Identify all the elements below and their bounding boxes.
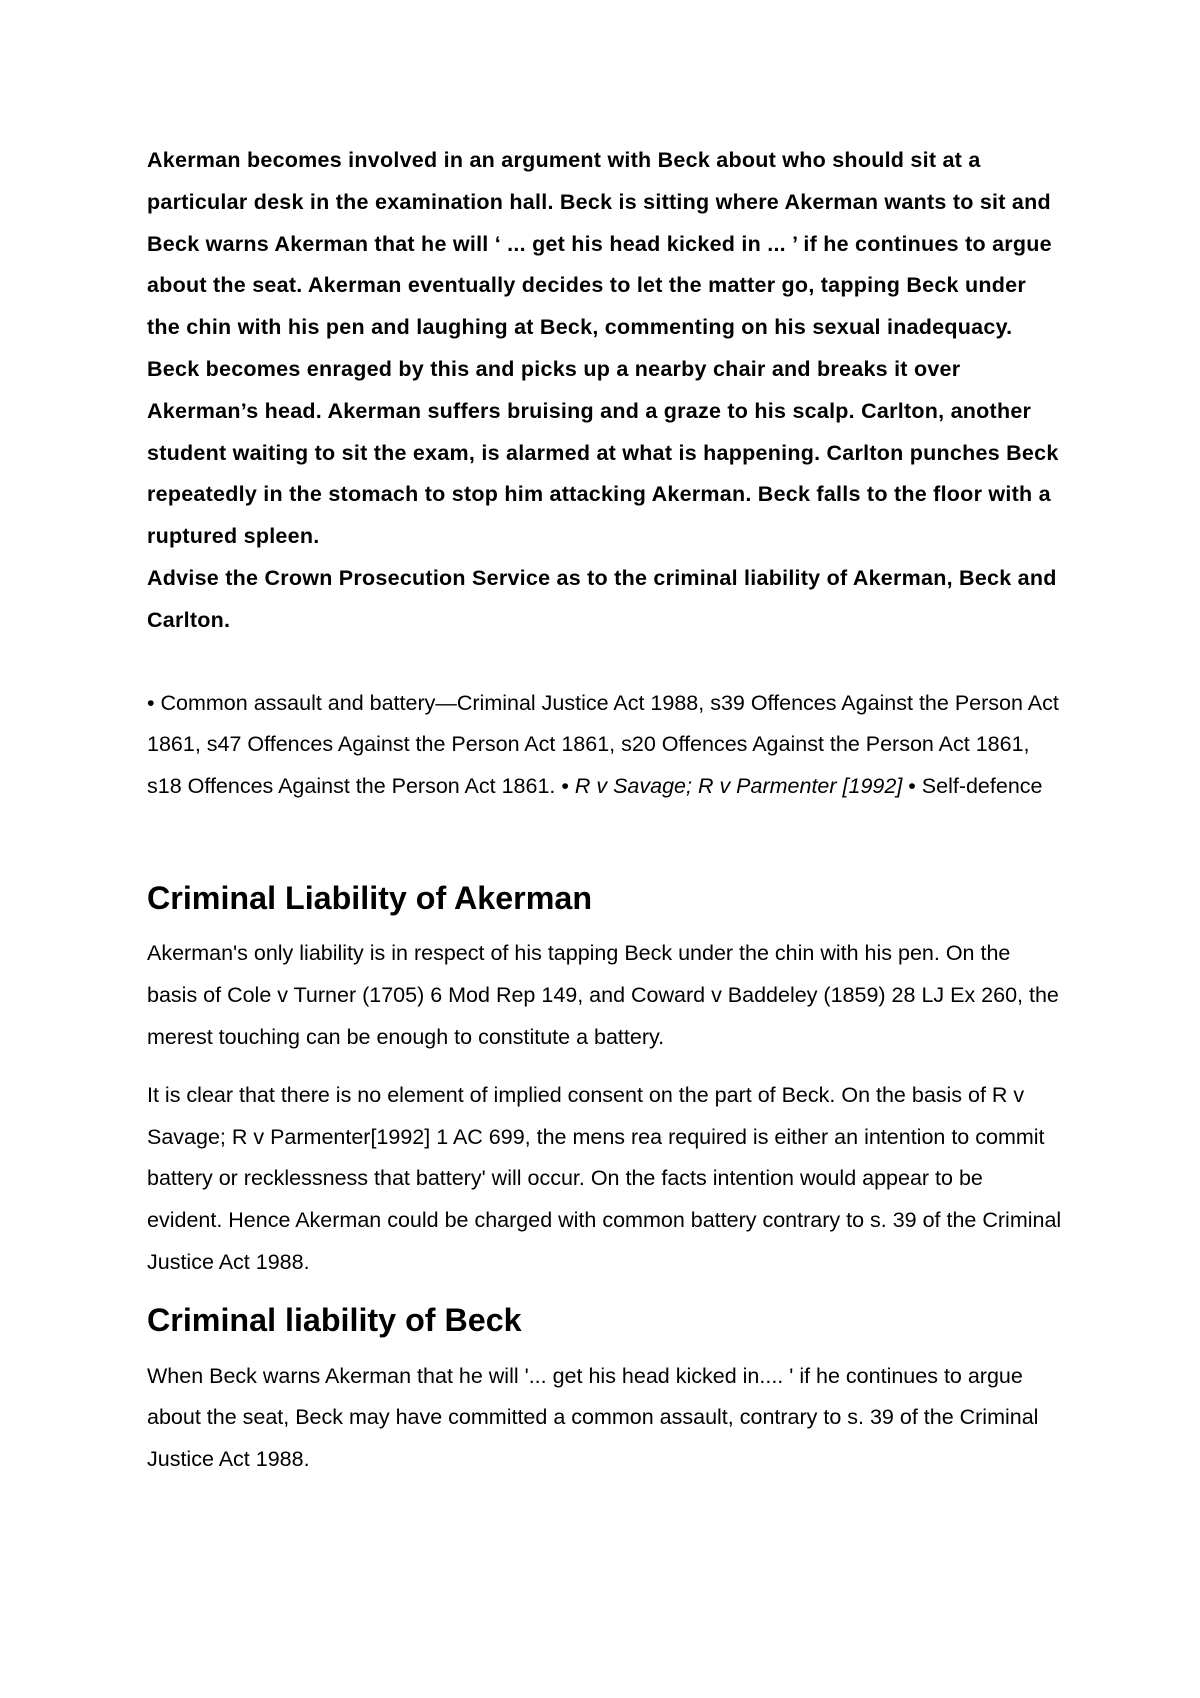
issues-text: • Common assault and battery—Criminal Justice Act 1988, s39 Offences Against the Person Act 1861, s47 Offences Against the Person Act 1861, s20 Offences Against the Person Act 1861, s18 Offences Against the Person Act 1861. •: [147, 690, 1059, 798]
issues-text: • Self-defence: [902, 773, 1043, 798]
problem-paragraph: Advise the Crown Prosecution Service as to the criminal liability of Akerman, Beck and Carlton.: [147, 565, 1057, 632]
problem-paragraph: Beck becomes enraged by this and picks up a nearby chair and breaks it over Akerman’s head. Akerman suffers bruising and a graze to his scalp. Carlton, another student waiting to sit the exam, is alarmed at what is happening. Carlton punches Beck repeatedly in the stomach to stop him attacking Akerman. Beck falls to the floor with a ruptured spleen.: [147, 356, 1059, 549]
document-page: [147, 140, 1062, 1481]
section-heading-beck: Criminal liability of Beck: [147, 1301, 522, 1338]
body-paragraph: Akerman's only liability is in respect of his tapping Beck under the chin with his pen. On the basis of Cole v Turner (1705) 6 Mod Rep 149, and Coward v Baddeley (1859) 28 LJ Ex 260, the merest touching can be enough to constitute a battery.: [147, 941, 1059, 1050]
problem-question: [147, 140, 1062, 642]
problem-paragraph: Akerman becomes involved in an argument with Beck about who should sit at a particular desk in the examination hall. Beck is sitting where Akerman wants to sit and Beck warns Akerman that he will ‘ ... get his head kicked in ... ’ if he continues to argue about the seat. Akerman eventually decides to let the matter go, tapping Beck under the chin with his pen and laughing at Beck, commenting on his sexual inadequacy.: [147, 148, 1052, 340]
key-issues-list: [147, 683, 1062, 808]
body-paragraph: It is clear that there is no element of implied consent on the part of Beck. On the basis of R v Savage; R v Parmenter[1992] 1 AC 699, the mens rea required is either an intention to commit battery or recklessness that battery' will occur. On the facts intention would appear to be evident. Hence Akerman could be charged with common battery contrary to s. 39 of the Criminal Justice Act 1988.: [147, 1082, 1062, 1275]
case-citation: R v Savage; R v Parmenter [1992]: [574, 773, 903, 798]
body-paragraph: When Beck warns Akerman that he will '... get his head kicked in.... ' if he continues to argue about the seat, Beck may have committed a common assault, contrary to s. 39 of the Criminal Justice Act 1988.: [147, 1363, 1039, 1472]
section-heading-akerman: Criminal Liability of Akerman: [147, 879, 593, 916]
